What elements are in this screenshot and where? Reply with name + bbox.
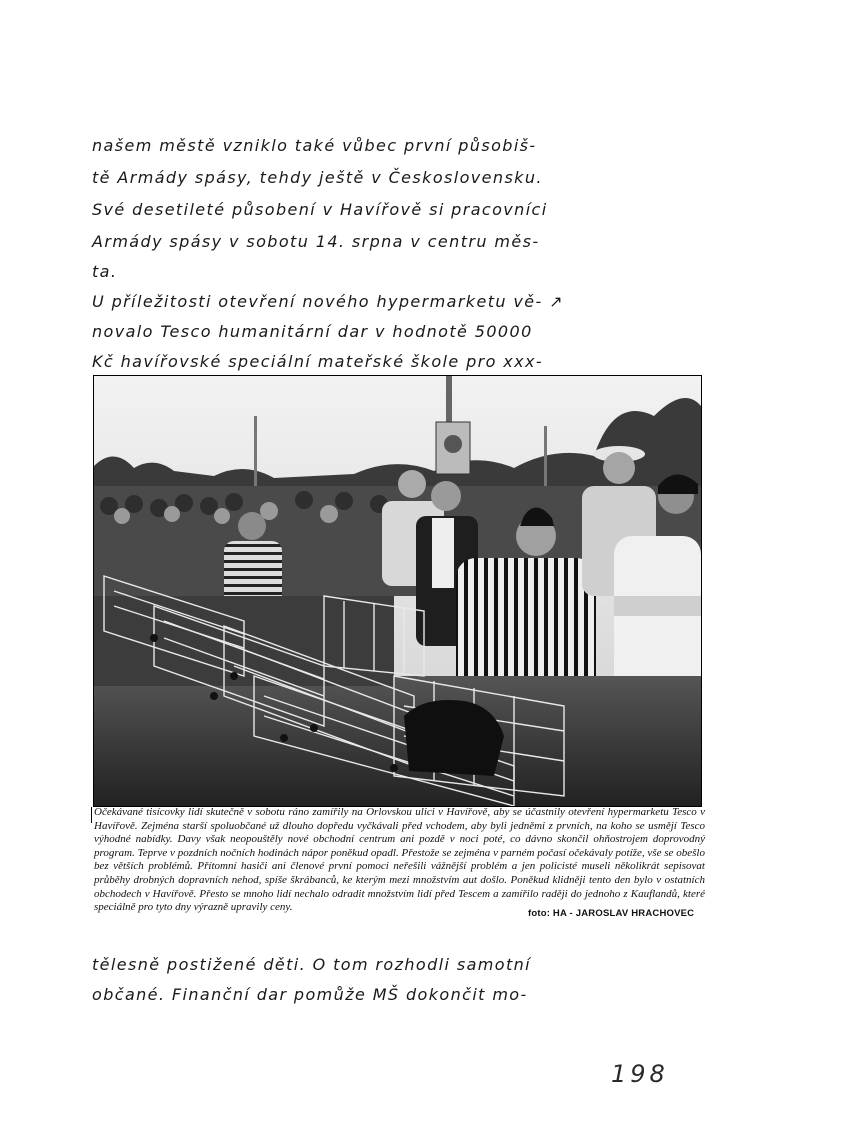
newspaper-photo: [93, 375, 702, 807]
handwritten-line: Své desetileté působení v Havířově si pracovníci: [92, 200, 548, 219]
handwritten-line: tělesně postižené děti. O tom rozhodli samotní: [92, 955, 532, 974]
handwritten-line: Kč havířovské speciální mateřské škole pro xxx-: [92, 352, 544, 371]
caption-text: Očekávané tisícovky lidí skutečně v sobotu ráno zamířily na Orlovskou ulici v Havířově, aby se účastnily otevření hypermarketu Tesco v Havířově. Zejména starší spoluobčané už dlouho dopředu vyčkávali před vchodem, aby byli jedněmi z prvních, na koho se usmějí Tesco výhodné nabídky. Davy však neopouštěly nové obchodní centrum ani pozdě v noci poté, co dávno skončil ohňostrojem doprovodný program. Teprve v pozdních nočních hodinách nápor poněkud opadl. Přestože se zejména v parném počasí očekávaly potíže, vše se obešlo bez větších problémů. Přítomní hasiči ani členové první pomoci neřešili vážnější problém a jen policisté museli několikrát sepisovat průběhy drobných dopravních nehod, spíše škrábanců, ke kterým mezi množstvím aut došlo. Poněkud klidněji tento den bylo v ostatních obchodech v Havířově. Přesto se mnoho lidí nechalo odradit množstvím lidí před Tescem a zamířilo raději do jednoho z Kauflandů, které speciálně pro tyto dny výrazně upravily ceny.: [94, 806, 705, 914]
photo-credit: foto: HA - JAROSLAV HRACHOVEC: [524, 908, 694, 919]
handwritten-line: novalo Tesco humanitární dar v hodnotě 50000: [92, 322, 533, 341]
page-number: 198: [611, 1060, 669, 1088]
crowd-shopping-carts-photo: [94, 376, 701, 806]
handwritten-line: ta.: [92, 262, 118, 281]
handwritten-line: tě Armády spásy, tehdy ještě v Československu.: [92, 168, 543, 187]
handwritten-line: Armády spásy v sobotu 14. srpna v centru měs-: [92, 232, 540, 251]
handwritten-line: U příležitosti otevření nového hypermarketu vě- ↗: [92, 292, 564, 311]
handwritten-line: našem městě vzniklo také vůbec první působiš-: [92, 136, 537, 155]
handwritten-line: občané. Finanční dar pomůže MŠ dokončit mo-: [92, 985, 528, 1004]
